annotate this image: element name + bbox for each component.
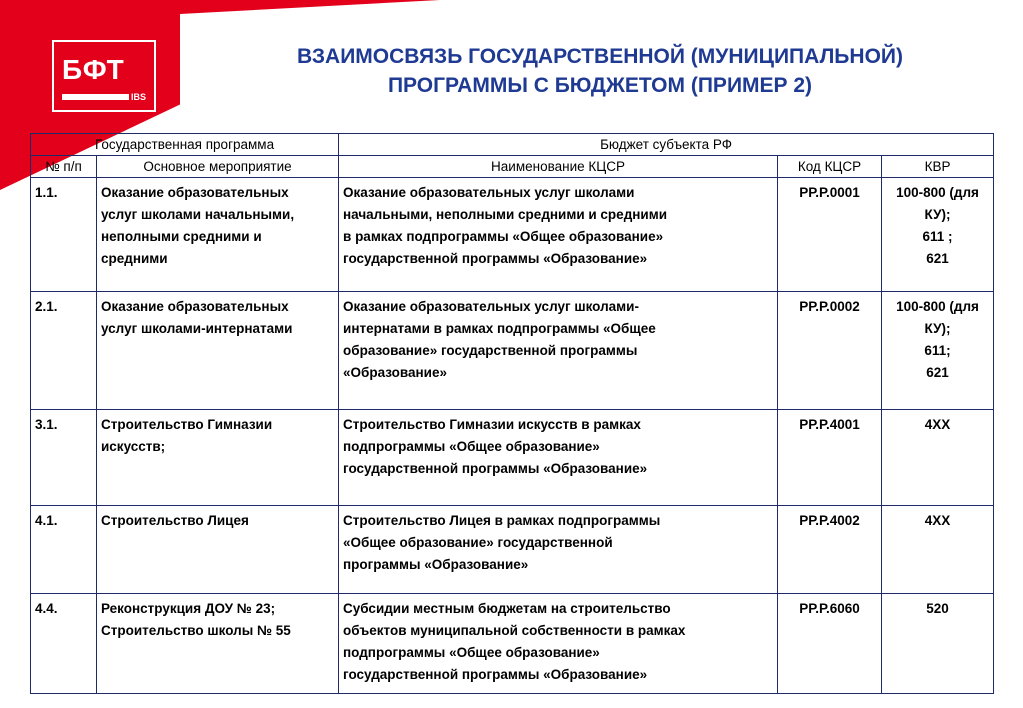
cell-activity-line: Оказание образовательных bbox=[101, 299, 289, 314]
cell-kvr-line: 4ХХ bbox=[924, 417, 951, 432]
cell-kvr-line: 100-800 (для bbox=[896, 299, 979, 314]
red-top-stripe bbox=[180, 0, 440, 14]
cell-kvr-line: 611; bbox=[924, 343, 951, 358]
cell-kvr bbox=[882, 410, 994, 506]
cell-activity-line: Строительство Гимназии bbox=[101, 417, 273, 432]
col-header-activity: Основное мероприятие bbox=[97, 156, 339, 178]
cell-kcsr-name-line: государственной программы «Образование» bbox=[343, 251, 648, 266]
column-header-row bbox=[31, 156, 994, 178]
cell-activity-line: искусств; bbox=[101, 439, 166, 454]
logo-ibs-label: IBS bbox=[130, 92, 146, 102]
cell-kvr-line: 100-800 (для bbox=[896, 185, 979, 200]
cell-kcsr-name-line: интернатами в рамках подпрограммы «Общее bbox=[343, 321, 656, 336]
logo-text: БФТ bbox=[62, 54, 125, 85]
program-budget-table bbox=[30, 133, 994, 694]
cell-kcsr-name bbox=[339, 178, 778, 292]
cell-kvr bbox=[882, 292, 994, 410]
cell-kcsr-name-line: в рамках подпрограммы «Общее образование» bbox=[343, 229, 664, 244]
cell-kcsr-name bbox=[339, 292, 778, 410]
cell-kvr-line: 520 bbox=[926, 601, 949, 616]
cell-kcsr-name-line: подпрограммы «Общее образование» bbox=[343, 439, 600, 454]
table-row bbox=[31, 410, 994, 506]
cell-kvr-line: КУ); bbox=[924, 207, 951, 222]
cell-kcsr-code: РР.Р.4001 bbox=[778, 410, 882, 506]
cell-kcsr-name-line: подпрограммы «Общее образование» bbox=[343, 645, 600, 660]
cell-activity bbox=[97, 178, 339, 292]
group-header-program: Государственная программа bbox=[31, 134, 339, 156]
col-header-num: № п/п bbox=[31, 156, 97, 178]
cell-kvr-line: 611 ; bbox=[922, 229, 953, 244]
cell-num: 4.1. bbox=[31, 506, 97, 594]
table-row bbox=[31, 506, 994, 594]
table-row bbox=[31, 594, 994, 694]
page-title bbox=[200, 42, 1000, 100]
cell-kvr bbox=[882, 178, 994, 292]
cell-activity bbox=[97, 410, 339, 506]
cell-num: 2.1. bbox=[31, 292, 97, 410]
cell-kvr-line: 621 bbox=[926, 365, 949, 380]
cell-kcsr-name-line: «Образование» bbox=[343, 365, 448, 380]
cell-activity bbox=[97, 594, 339, 694]
table-body bbox=[31, 178, 994, 694]
cell-activity-line: Строительство Лицея bbox=[101, 513, 249, 528]
cell-num: 1.1. bbox=[31, 178, 97, 292]
cell-kcsr-code: РР.Р.0001 bbox=[778, 178, 882, 292]
col-header-kcsr-code: Код КЦСР bbox=[778, 156, 882, 178]
cell-kvr bbox=[882, 506, 994, 594]
cell-kvr-line: 4ХХ bbox=[924, 513, 951, 528]
cell-activity-line: услуг школами начальными, bbox=[101, 207, 295, 222]
cell-kcsr-name-line: образование» государственной программы bbox=[343, 343, 638, 358]
table-row bbox=[31, 178, 994, 292]
col-header-kcsr-name: Наименование КЦСР bbox=[339, 156, 778, 178]
cell-kcsr-name-line: Строительство Лицея в рамках подпрограммы bbox=[343, 513, 661, 528]
bft-ibs-logo bbox=[52, 40, 156, 112]
cell-kvr bbox=[882, 594, 994, 694]
cell-kvr-line: 621 bbox=[926, 251, 949, 266]
cell-activity-line: неполными средними и bbox=[101, 229, 262, 244]
cell-kcsr-name-line: программы «Образование» bbox=[343, 557, 529, 572]
group-header-row bbox=[31, 134, 994, 156]
cell-num: 3.1. bbox=[31, 410, 97, 506]
cell-activity bbox=[97, 506, 339, 594]
cell-num: 4.4. bbox=[31, 594, 97, 694]
table-row bbox=[31, 292, 994, 410]
cell-kcsr-name-line: «Общее образование» государственной bbox=[343, 535, 613, 550]
cell-kcsr-name-line: начальными, неполными средними и средними bbox=[343, 207, 667, 222]
cell-kcsr-name-line: Оказание образовательных услуг школами- bbox=[343, 299, 639, 314]
group-header-budget: Бюджет субъекта РФ bbox=[339, 134, 994, 156]
cell-kcsr-code: РР.Р.0002 bbox=[778, 292, 882, 410]
cell-kcsr-name-line: объектов муниципальной собственности в рамках bbox=[343, 623, 686, 638]
cell-kcsr-name-line: Оказание образовательных услуг школами bbox=[343, 185, 635, 200]
cell-activity-line: средними bbox=[101, 251, 168, 266]
cell-activity-line: услуг школами-интернатами bbox=[101, 321, 293, 336]
cell-activity-line: Оказание образовательных bbox=[101, 185, 289, 200]
cell-kcsr-name-line: Субсидии местным бюджетам на строительство bbox=[343, 601, 671, 616]
page-title-line-1: ВЗАИМОСВЯЗЬ ГОСУДАРСТВЕННОЙ (МУНИЦИПАЛЬНОЙ) bbox=[297, 45, 903, 68]
cell-kcsr-name bbox=[339, 506, 778, 594]
col-header-kvr: КВР bbox=[882, 156, 994, 178]
cell-activity-line: Реконструкция ДОУ № 23; bbox=[101, 601, 276, 616]
page-title-line-2: ПРОГРАММЫ С БЮДЖЕТОМ (ПРИМЕР 2) bbox=[387, 74, 813, 97]
cell-kcsr-name-line: Строительство Гимназии искусств в рамках bbox=[343, 417, 641, 432]
cell-kcsr-name bbox=[339, 410, 778, 506]
cell-activity bbox=[97, 292, 339, 410]
cell-kcsr-code: РР.Р.6060 bbox=[778, 594, 882, 694]
cell-kcsr-code: РР.Р.4002 bbox=[778, 506, 882, 594]
cell-kcsr-name-line: государственной программы «Образование» bbox=[343, 667, 648, 682]
cell-activity-line: Строительство школы № 55 bbox=[101, 623, 291, 638]
cell-kcsr-name-line: государственной программы «Образование» bbox=[343, 461, 648, 476]
cell-kvr-line: КУ); bbox=[924, 321, 951, 336]
cell-kcsr-name bbox=[339, 594, 778, 694]
